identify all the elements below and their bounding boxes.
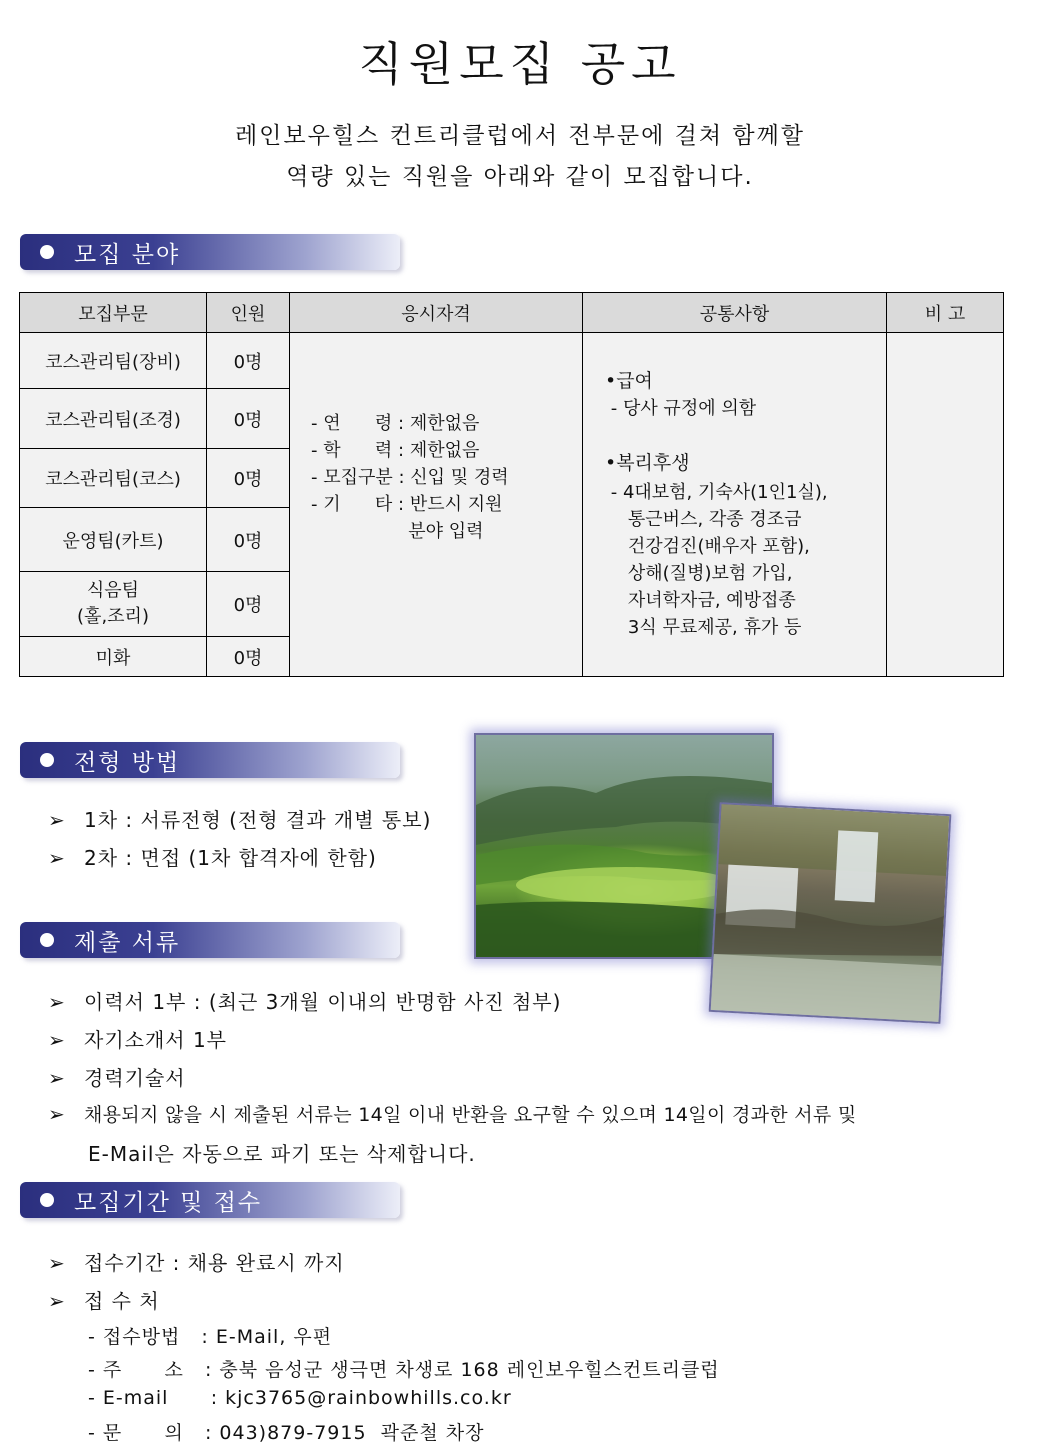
table-row-dept: 미화	[19, 636, 207, 677]
intro-line-1: 레인보우힐스 컨트리클럽에서 전부문에 걸쳐 함께할	[234, 123, 806, 149]
qualification-text: - 연 령 : 제한없음 - 학 력 : 제한없음 - 모집구분 : 신입 및 경력 - 기 타 : 반드시 지원 분야 입력	[311, 413, 509, 542]
list-item	[48, 1062, 186, 1091]
bullet-dot-icon	[40, 245, 54, 259]
table-header-qualification: 응시자격	[289, 292, 583, 333]
welfare-text: - 4대보험, 기숙사(1인1실), 통근버스, 각종 경조금 건강검진(배우자 포함), 상해(질병)보험 가입, 자녀학자금, 예방접종 3식 무료제공, 휴가 등	[610, 482, 828, 638]
list-item	[48, 986, 561, 1015]
table-header-count: 인원	[206, 292, 290, 333]
list-item-text: 접수기간 : 채용 완료시 까지	[84, 1251, 345, 1275]
arrow-bullet-icon: ➢	[48, 1102, 66, 1126]
section-title: 모집 분야	[74, 241, 181, 268]
table-row-dept: 코스관리팀(조경)	[19, 388, 207, 449]
section-title: 모집기간 및 접수	[74, 1189, 263, 1216]
arrow-bullet-icon: ➢	[48, 1251, 66, 1275]
intro-line-2: 역량 있는 직원을 아래와 같이 모집합니다.	[286, 164, 754, 190]
salary-heading: •급여	[605, 370, 653, 392]
section-header-fields	[20, 234, 400, 270]
table-header-remarks: 비 고	[886, 292, 1004, 333]
table-row-count: 0명	[206, 507, 290, 572]
table-row-dept: 코스관리팀(장비)	[19, 332, 207, 389]
table-row-dept: 코스관리팀(코스)	[19, 448, 207, 508]
list-item	[48, 804, 431, 833]
arrow-bullet-icon: ➢	[48, 1066, 66, 1090]
list-item-text: 자기소개서 1부	[84, 1028, 228, 1052]
arrow-bullet-icon: ➢	[48, 990, 66, 1014]
list-item	[48, 1100, 857, 1127]
contact-address: - 주 소 : 충북 음성군 생극면 차생로 168 레인보우힐스컨트리클럽	[88, 1359, 720, 1381]
page-title: 직원모집 공고	[358, 37, 682, 91]
salary-text: - 당사 규정에 의함	[605, 398, 757, 419]
welfare-heading: •복리후생	[605, 452, 690, 474]
recruitment-table	[19, 292, 1004, 677]
arrow-bullet-icon: ➢	[48, 846, 66, 870]
table-row-count: 0명	[206, 636, 290, 677]
bullet-dot-icon	[40, 753, 54, 767]
list-item	[48, 1247, 345, 1276]
table-row-dept: 운영팀(카트)	[19, 507, 207, 572]
list-item-text: 접 수 처	[84, 1289, 160, 1313]
contact-method: - 접수방법 : E-Mail, 우편	[88, 1326, 333, 1348]
remarks-cell	[886, 332, 1004, 677]
bullet-dot-icon	[40, 933, 54, 947]
section-header-documents	[20, 922, 400, 958]
arrow-bullet-icon: ➢	[48, 1289, 66, 1313]
list-item	[48, 1024, 227, 1053]
list-item-text: 이력서 1부 : (최근 3개월 이내의 반명함 사진 첨부)	[84, 990, 562, 1014]
list-item-text: 2차 : 면접 (1차 합격자에 한함)	[84, 846, 377, 870]
table-row-count: 0명	[206, 448, 290, 508]
section-header-selection	[20, 742, 400, 778]
list-item	[48, 842, 377, 871]
table-header-common: 공통사항	[582, 292, 887, 333]
arrow-bullet-icon: ➢	[48, 808, 66, 832]
contact-email[interactable]: - E-mail : kjc3765@rainbowhills.co.kr	[88, 1387, 512, 1409]
section-title: 제출 서류	[74, 929, 181, 956]
contact-phone: - 문 의 : 043)879-7915 곽준철 차장	[88, 1422, 485, 1444]
table-row-count: 0명	[206, 388, 290, 449]
list-item-text: 채용되지 않을 시 제출된 서류는 14일 이내 반환을 요구할 수 있으며 14일이 경과한 서류 및	[84, 1104, 857, 1126]
table-row-dept: 식음팀 (홀,조리)	[19, 571, 207, 637]
list-item-text: 경력기술서	[84, 1066, 186, 1090]
list-item-continuation: E-Mail은 자동으로 파기 또는 삭제합니다.	[88, 1142, 476, 1166]
section-title: 전형 방법	[74, 749, 181, 776]
table-row-count: 0명	[206, 332, 290, 389]
table-header-dept: 모집부문	[19, 292, 207, 333]
section-header-period	[20, 1182, 400, 1218]
waterfall-photo	[709, 802, 952, 1024]
bullet-dot-icon	[40, 1193, 54, 1207]
list-item	[48, 1285, 160, 1314]
arrow-bullet-icon: ➢	[48, 1028, 66, 1052]
table-row-count: 0명	[206, 571, 290, 637]
list-item-text: 1차 : 서류전형 (전형 결과 개별 통보)	[84, 808, 432, 832]
